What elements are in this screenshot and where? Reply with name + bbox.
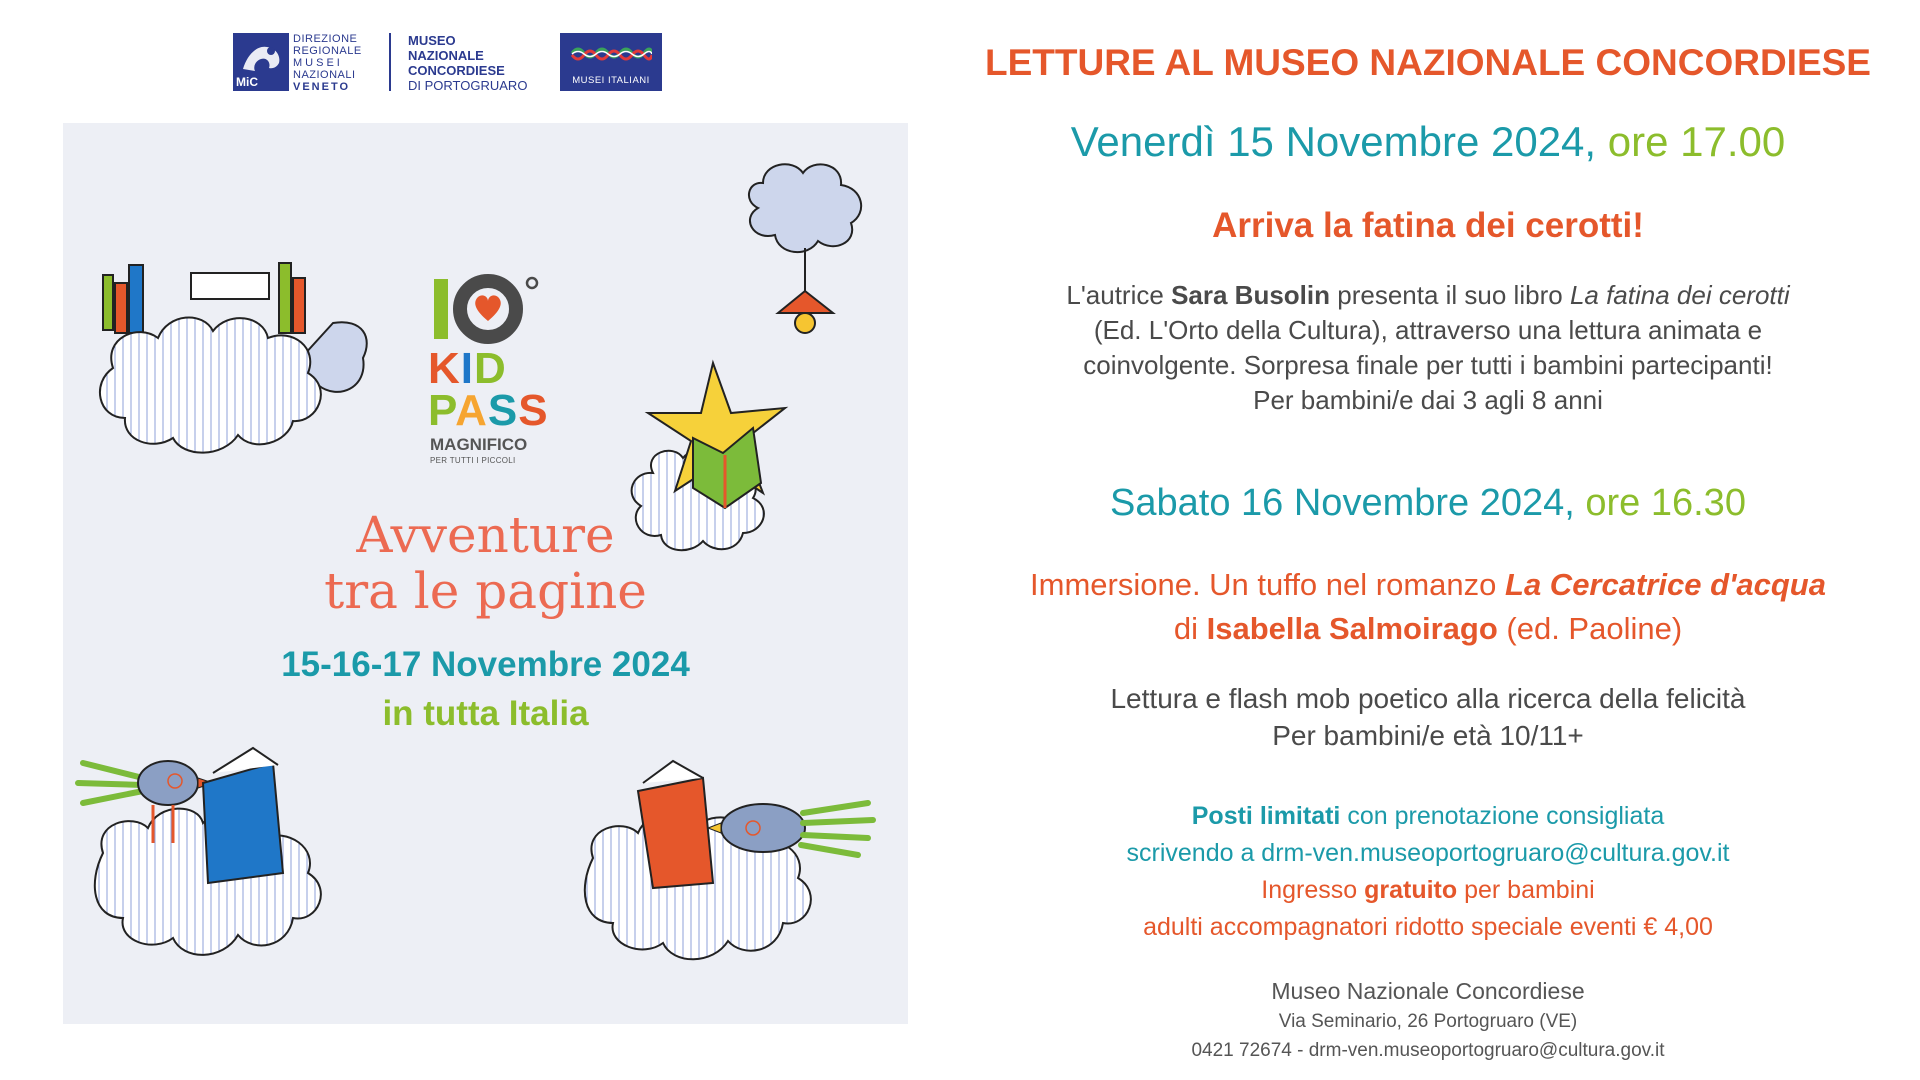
event2-time: ore 16.30 <box>1585 482 1746 524</box>
poster-title-line1: Avventure <box>356 506 615 564</box>
event2-title-line2: di Isabella Salmoirago (ed. Paoline) <box>1173 611 1683 646</box>
event2-datetime <box>966 482 1890 525</box>
drm-logo-text: DIREZIONE REGIONALE MUSEI NAZIONALI VENETO <box>293 33 362 93</box>
musei-italiani-waves-icon <box>570 43 652 63</box>
mic-logo-text: MiC <box>236 75 258 89</box>
event1-datetime <box>966 118 1890 166</box>
event2-date: Sabato 16 Novembre 2024, <box>1110 482 1575 524</box>
poster-title-line2: tra le pagine <box>324 562 647 620</box>
kid-pass-logo <box>428 273 588 483</box>
kid-pass-word-pass: PASS <box>428 386 549 435</box>
event1-desc-line2: (Ed. L'Orto della Cultura), attraverso una lettura animata e <box>1093 315 1763 345</box>
drm-veneto-logo <box>233 33 373 91</box>
event2-title-line1: Immersione. Un tuffo nel romanzo La Cercatrice d'acqua <box>1030 567 1826 602</box>
event1-description <box>966 278 1890 418</box>
kid-pass-10-mark <box>428 273 548 345</box>
event2-author: Isabella Salmoirago <box>1206 611 1498 646</box>
poster-location: in tutta Italia <box>382 694 589 733</box>
event1-desc-line3: coinvolgente. Sorpresa finale per tutti i bambini partecipanti! <box>1083 350 1773 380</box>
entry-free-line: Ingresso gratuito per bambini <box>1261 876 1595 904</box>
event1-title: Arriva la fatina dei cerotti! <box>1212 206 1644 245</box>
footer-contacts <box>966 975 1890 1065</box>
booking-info <box>966 798 1890 946</box>
cloud-with-lamp-illustration <box>749 164 861 333</box>
footer-contact[interactable]: 0421 72674 - drm-ven.museoportogruaro@cultura.gov.it <box>1191 1040 1665 1061</box>
event2-description <box>966 680 1890 754</box>
booking-email-line[interactable]: scrivendo a drm-ven.museoportogruaro@cultura.gov.it <box>1126 839 1730 867</box>
bird-with-blue-book-on-cloud-illustration <box>78 748 321 955</box>
footer-address: Via Seminario, 26 Portogruaro (VE) <box>1278 1011 1578 1032</box>
kid-pass-word-kid: KID <box>428 344 507 393</box>
event1-date: Venerdì 15 Novembre 2024, <box>1070 118 1597 165</box>
event-poster <box>63 123 908 1024</box>
museo-concordiese-logo: MUSEO NAZIONALE CONCORDIESE DI PORTOGRUARO <box>408 33 528 93</box>
main-title: LETTURE AL MUSEO NAZIONALE CONCORDIESE <box>985 42 1871 83</box>
musei-italiani-logo <box>560 33 662 91</box>
event1-time: ore 17.00 <box>1607 118 1786 165</box>
bird-with-orange-book-on-cloud-illustration <box>585 761 873 959</box>
cloud-with-books-illustration <box>100 263 367 453</box>
event1-desc-line4: Per bambini/e dai 3 agli 8 anni <box>1253 385 1603 415</box>
kid-pass-subtagline: PER TUTTI I PICCOLI <box>430 456 516 465</box>
event1-book-title: La fatina dei cerotti <box>1569 280 1790 310</box>
event2-book-title: La Cercatrice d'acqua <box>1505 567 1826 602</box>
event1-author: Sara Busolin <box>1171 280 1330 310</box>
musei-italiani-label: MUSEI ITALIANI <box>572 75 650 86</box>
mic-logo-mark <box>233 33 289 91</box>
event2-title <box>966 563 1890 651</box>
event2-desc-line1: Lettura e flash mob poetico alla ricerca della felicità <box>1110 683 1746 714</box>
poster-dates: 15-16-17 Novembre 2024 <box>281 645 690 684</box>
event2-desc-line2: Per bambini/e età 10/11+ <box>1272 720 1584 751</box>
limited-places-line: Posti limitati con prenotazione consigliata <box>1191 802 1665 830</box>
logo-divider <box>389 33 391 91</box>
footer-museum-name: Museo Nazionale Concordiese <box>1271 978 1585 1004</box>
event1-desc-line1: L'autrice Sara Busolin presenta il suo libro La fatina dei cerotti <box>1066 280 1790 310</box>
kid-pass-tagline: MAGNIFICO <box>430 435 528 454</box>
adult-price-line: adulti accompagnatori ridotto speciale eventi € 4,00 <box>1143 913 1713 941</box>
